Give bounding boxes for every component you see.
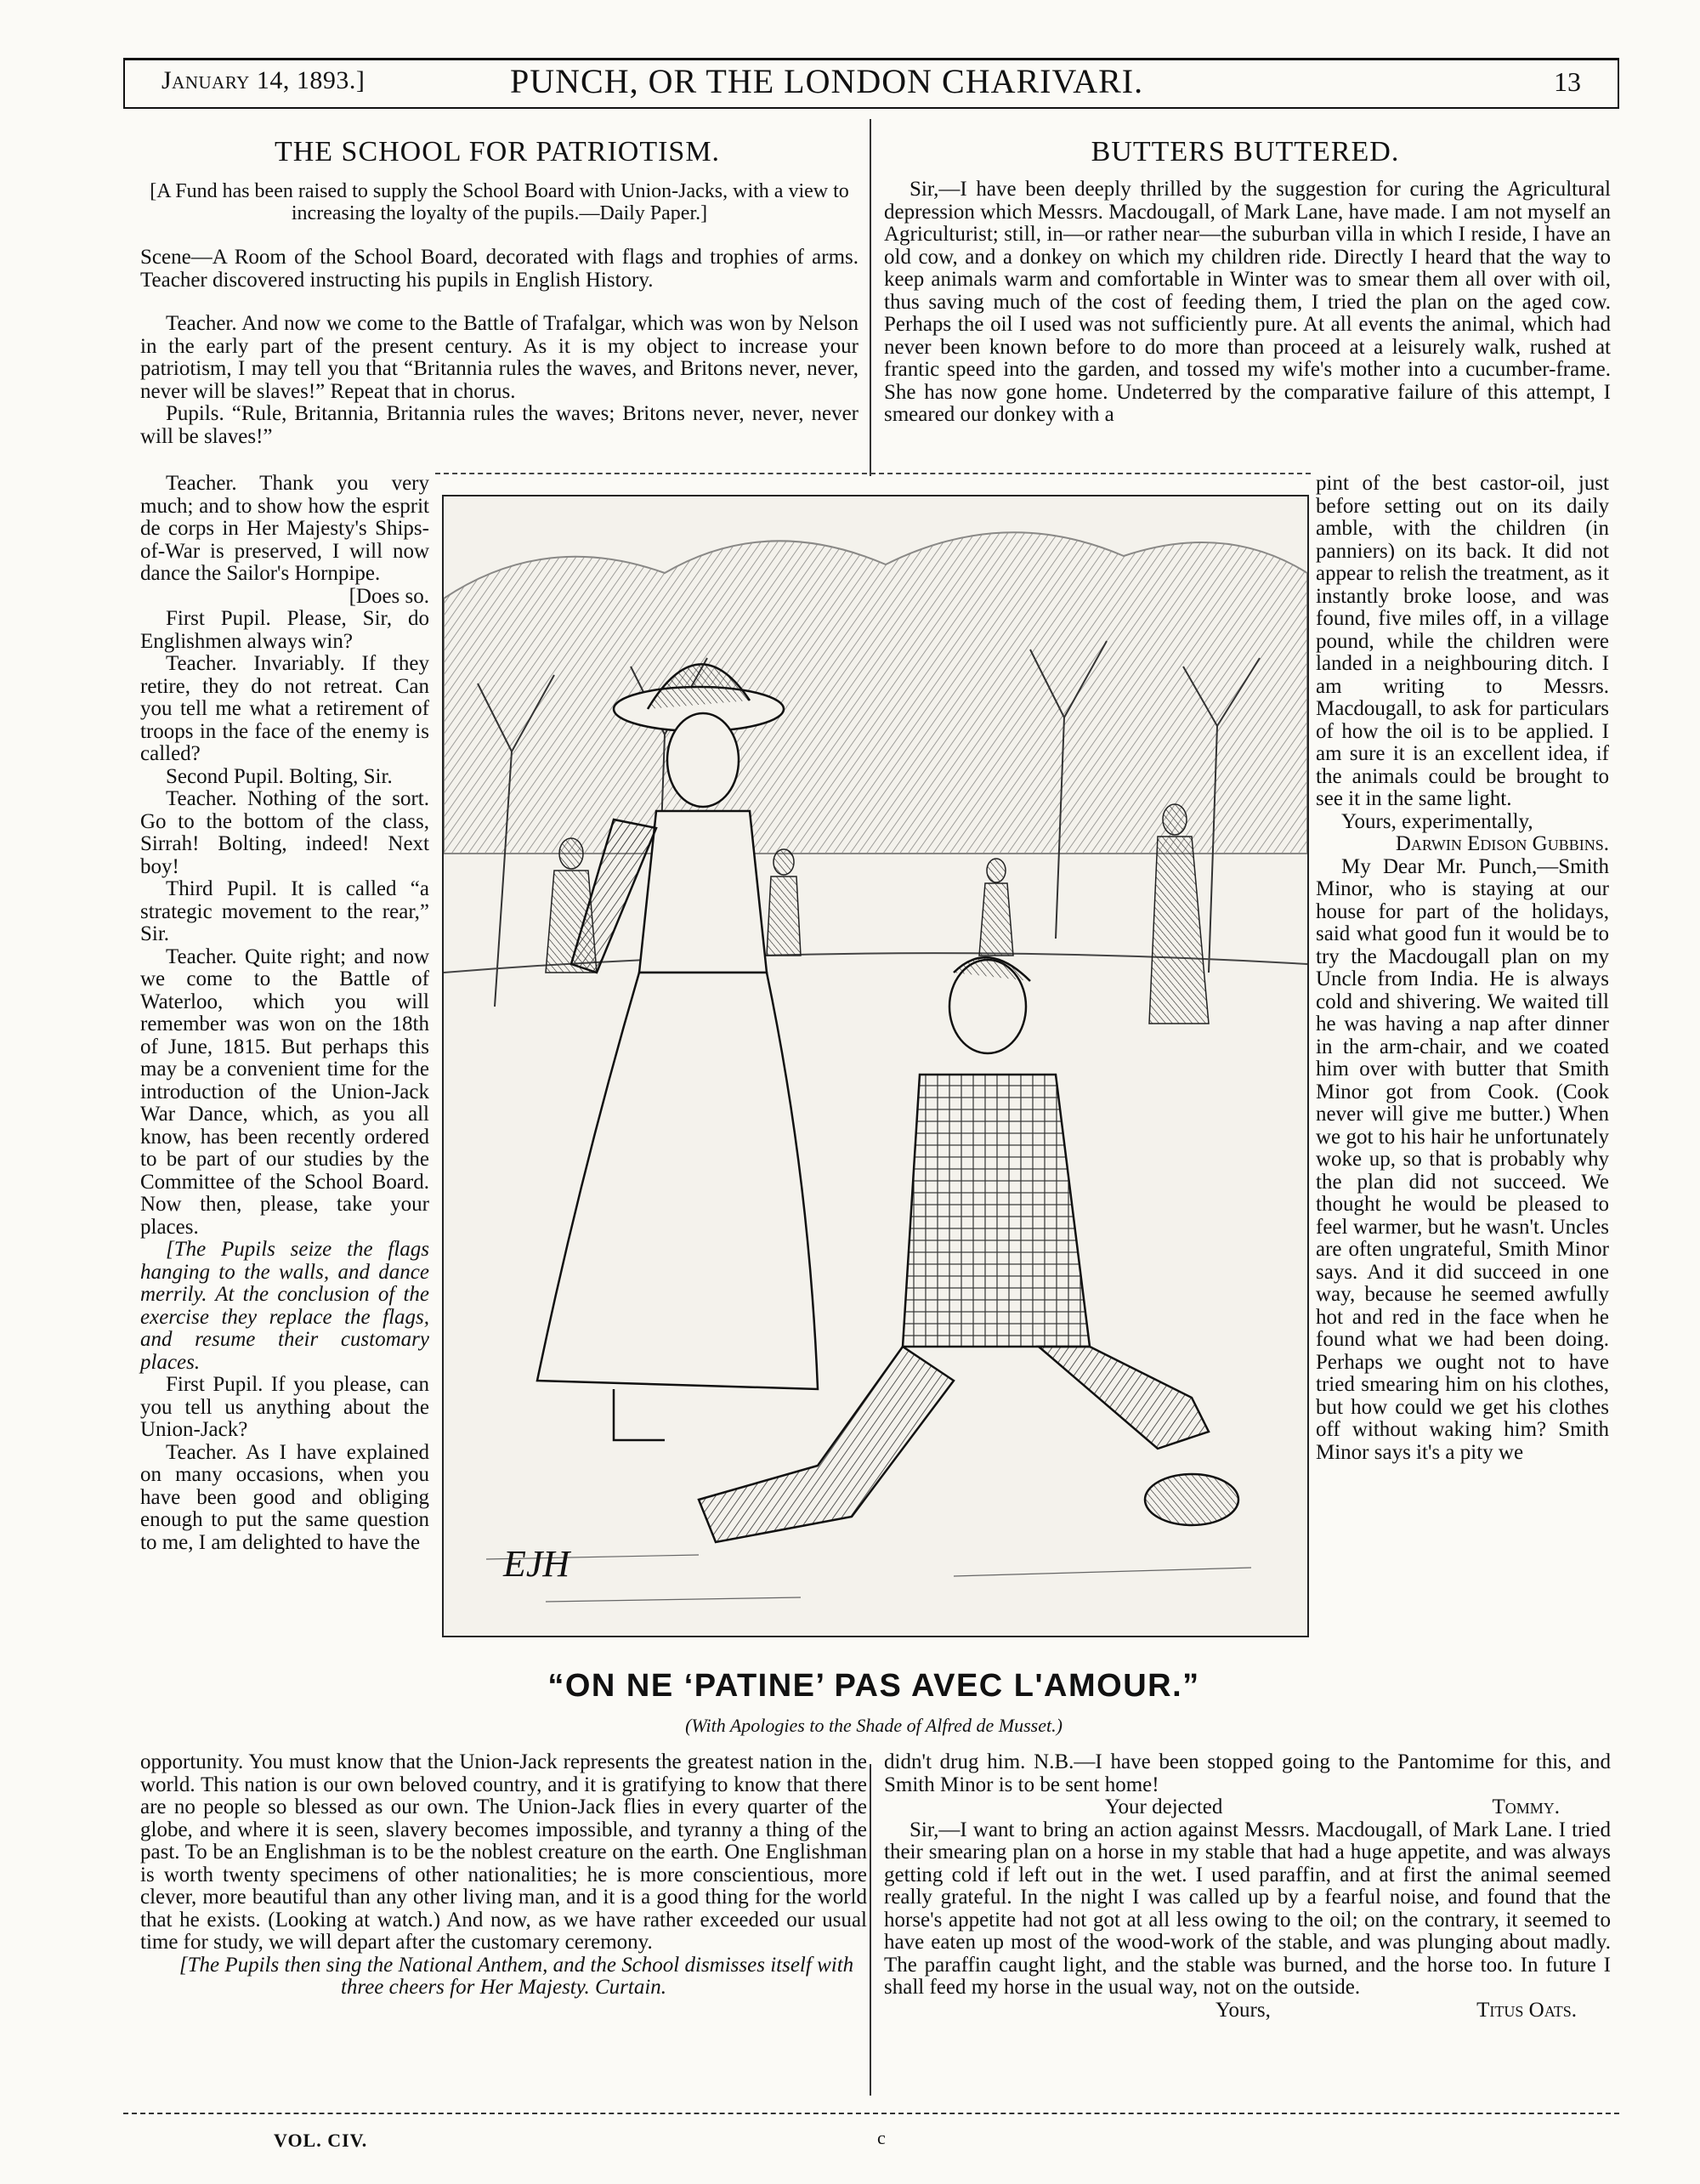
left-narrow-p4: Second Pupil. Bolting, Sir.	[166, 764, 393, 788]
left-narrow-p8: [The Pupils seize the flags hanging to the walls, and dance merrily. At the conclusion of the exercise they replace the flags, and resume their customary places.	[140, 1238, 429, 1374]
header-bottom-rule	[123, 107, 1619, 109]
header-date: January 14, 1893.]	[162, 66, 366, 94]
header-right-border	[1618, 58, 1619, 109]
right-article-bottom	[884, 1751, 1611, 2022]
volume-label: VOL. CIV.	[274, 2130, 368, 2151]
illustration-subcaption: (With Apologies to the Shade of Alfred de Musset.)	[685, 1715, 1062, 1736]
right-narrow-p1: pint of the best castor-oil, just before setting out on its daily amble, with the children (in panniers) on its back. It did not appear to relish the treatment, as it instantly broke loose, and was found, five miles off, in a village pound, while the children were landed in a neighbouring ditch. I am writing to Messrs. Macdougall, to ask for particulars of how the oil is to be applied. I am sure it is an excellent idea, if the animals could be brought to see it in the same light.	[1316, 472, 1610, 810]
right-article-title: BUTTERS BUTTERED.	[1091, 136, 1400, 167]
header-left-border	[123, 58, 125, 109]
left-article-title: THE SCHOOL FOR PATRIOTISM.	[274, 136, 721, 167]
left-closing-direction: [The Pupils then sing the National Anthem, and the School dismisses itself with three cheers for Her Majesty. Curtain.	[178, 1953, 854, 1999]
left-bottom-text: opportunity. You must know that the Union-Jack represents the greatest nation in the world. This nation is our own beloved country, and it is gratifying to know that there are no people so blessed as our own. The Union-Jack flies in every quarter of the globe, and where it is seen, slavery becomes impossible, and tyranny a thing of the past. To be an Englishman is to be the noblest creature on the earth. One Englishman is worth twenty specimens of other nationalities; he is more conscientious, more clever, more beautiful than any other living man, and it is a good thing for the world that he exists. (Looking at watch.) And now, as we have rather exceeded our usual time for study, we will depart after the customary ceremony.	[140, 1750, 867, 1954]
left-narrow-column	[140, 473, 429, 1554]
ice-marks	[486, 1555, 1251, 1602]
illustration-top-rule	[435, 473, 1311, 474]
page-number: 13	[1554, 66, 1581, 97]
right-article-opening	[884, 179, 1611, 427]
right-bottom-text: didn't drug him. N.B.—I have been stopped going to the Pantomime for this, and Smith Minor is to be sent home!	[884, 1750, 1611, 1796]
page-bottom-rule	[123, 2113, 1619, 2114]
left-narrow-p9: First Pupil. If you please, can you tell us anything about the Union-Jack?	[140, 1373, 429, 1441]
left-narrow-p10: Teacher. As I have explained on many occasions, when you have been good and obliging enough to put the same question to me, I am delighted to have the	[140, 1440, 429, 1554]
left-narrow-p6: Third Pupil. It is called “a strategic movement to the rear,” Sir.	[140, 877, 429, 945]
skating-illustration	[442, 495, 1309, 1637]
right-sign1a: Yours, experimentally,	[1341, 809, 1533, 833]
left-narrow-p7: Teacher. Quite right; and now we come to the Battle of Waterloo, which you will remember was won on the 18th of June, 1815. But perhaps this may be a convenient time for the introduction of the Union-Jack War Dance, which, as you all know, has been recently ordered to be part of our studies by the Committee of the School Board. Now then, please, take your places.	[140, 945, 429, 1239]
header-top-rule	[123, 58, 1619, 60]
scene-text: Scene—A Room of the School Board, decorated with flags and trophies of arms. Teacher discovered instructing his pupils in English History.	[140, 246, 858, 292]
left-article-scene	[140, 247, 858, 292]
right-sign2b: Tommy.	[1492, 1795, 1560, 1818]
left-narrow-p1: [Does so.	[348, 584, 429, 608]
right-narrow-p2: My Dear Mr. Punch,—Smith Minor, who is staying at our house for part of the holidays, said what good fun it would be to try the Macdougall plan on my Uncle from India. He is always cold and shivering. We waited till he was having a nap after dinner in the arm-chair, and we coated him over with butter that Smith Minor got from Cook. (Cook never will give me butter.) When we got to his hair he unfortunately woke up, so that is probably why the plan did not succeed. We thought he would be pleased to feel warmer, but he wasn't. Uncles are often ungrateful, Smith Minor says. And it did succeed in one way, because he seemed awfully hot and red in the face when he found what we had been doing. Perhaps we ought not to have tried smearing him on his clothes, but how could we get his clothes off without waking him? Smith Minor says it's a pity we	[1316, 854, 1609, 1464]
left-narrow-p2: First Pupil. Please, Sir, do Englishmen always win?	[140, 607, 429, 653]
column-divider-top	[870, 119, 871, 476]
right-narrow-column	[1316, 473, 1609, 1464]
left-narrow-p5: Teacher. Nothing of the sort. Go to the bottom of the class, Sirrah! Bolting, indeed! Next boy!	[140, 787, 429, 878]
left-article-bottom	[140, 1751, 867, 2000]
illustration-drawing	[444, 496, 1307, 1636]
right-sign2a: Your dejected	[1105, 1795, 1223, 1818]
right-sign1b: Darwin Edison Gubbins.	[1395, 832, 1609, 855]
header-title: PUNCH, OR THE LONDON CHARIVARI.	[510, 62, 1144, 100]
left-narrow-p3: Teacher. Invariably. If they retire, they do not retreat. Can you tell me what a retirement of troops in the face of the enemy is called?	[140, 652, 429, 765]
right-paragraph-3: Sir,—I want to bring an action against Messrs. Macdougall, of Mark Lane. I tried their smearing plan on a horse in my stable that had a huge appetite, and was always getting cold if left out in the wet. I used paraffin, and at first the animal seemed really grateful. In the night I was called up by a fearful noise, and found that the horse's appetite had not got at all less owing to the oil; on the contrary, it seemed to have eaten up most of the wood-work of the stable, and was plunging about madly. The paraffin caught light, and the stable was burned, and the horse too. In future I shall feed my horse in the usual way, not on the outside.	[884, 1818, 1611, 1999]
left-paragraph-2: Pupils. “Rule, Britannia, Britannia rules the waves; Britons never, never, never will be slaves!”	[140, 402, 858, 448]
left-article-opening	[140, 313, 858, 448]
right-sign3	[884, 2000, 1611, 2022]
left-article-note: [A Fund has been raised to supply the School Board with Union-Jacks, with a view to increasing the loyalty of the pupils.—Daily Paper.]	[150, 180, 849, 224]
artist-monogram: EJH	[503, 1543, 570, 1585]
right-paragraph-1: Sir,—I have been deeply thrilled by the suggestion for curing the Agricultural depression which Messrs. Macdougall, of Mark Lane, have made. I am not myself an Agriculturist; still, in—or rather near—the suburban villa in which I reside, I have an old cow, and a donkey on which my children ride. Directly I heard that the way to keep animals warm and comfortable in Winter was to smear them all over with oil, thus saving much of the cost of feeding them, I tried the plan on the aged cow. Perhaps the oil I used was not sufficiently pure. At all events the animal, which had never been known before to do more than proceed at a leisurely walk, rushed at frantic speed into the garden, and tossed my wife's mother into a cucumber-frame. She has now gone home. Undeterred by the comparative failure of this attempt, I smeared our donkey with a	[884, 178, 1611, 426]
left-paragraph-1: Teacher. And now we come to the Battle of Trafalgar, which was won by Nelson in the early part of the present century. As it is my object to increase your patriotism, I may tell you that “Britannia rules the waves, and Britons never, never, never will be slaves!” Repeat that in chorus.	[140, 312, 858, 403]
column-divider-bottom	[870, 1764, 871, 2096]
right-sign2	[884, 1796, 1611, 1819]
right-sign3b: Titus Oats.	[1476, 1998, 1577, 2022]
illustration-caption: “ON NE ‘PATINE’ PAS AVEC L'AMOUR.”	[547, 1668, 1200, 1704]
right-sign3a: Yours,	[1216, 1998, 1271, 2022]
signature-mark: c	[877, 2127, 886, 2148]
left-narrow-p0: Teacher. Thank you very much; and to show how the esprit de corps in Her Majesty's Ships-of-War is preserved, I will now dance the Sailor's Hornpipe.	[140, 472, 429, 585]
